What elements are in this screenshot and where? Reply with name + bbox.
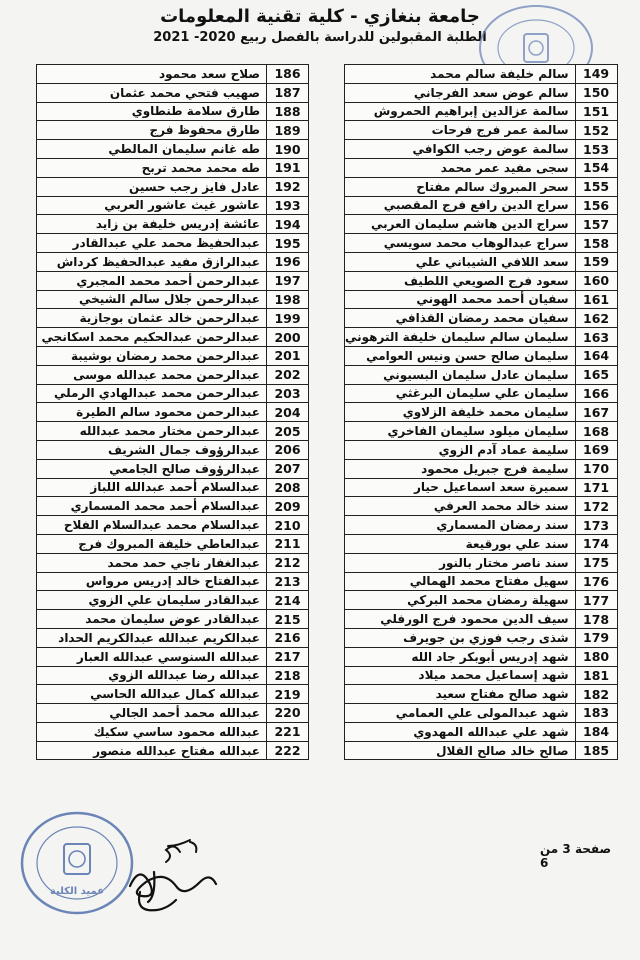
student-name: شذى رجب فوزي بن جويرف: [345, 628, 576, 647]
row-number: 209: [267, 497, 309, 516]
row-number: 191: [267, 158, 309, 177]
table-row: [37, 309, 309, 328]
row-number: 210: [267, 516, 309, 535]
table-row: [345, 252, 618, 271]
row-number: 172: [575, 497, 617, 516]
student-name: عاشور غيث عاشور العربي: [37, 196, 267, 215]
row-number: 192: [267, 177, 309, 196]
row-number: 163: [575, 328, 617, 347]
page-subtitle: الطلبة المقبولين للدراسة بالفصل ربيع 2020- 2021: [153, 30, 487, 45]
student-name: عبدالغفار ناجي حمد محمد: [37, 553, 267, 572]
student-name: شهد عبدالمولى علي العمامي: [345, 704, 576, 723]
table-row: [345, 403, 618, 422]
student-name: عبدالرحمن عبدالحكيم محمد اسكانجي: [37, 328, 267, 347]
students-table-left: [36, 64, 309, 760]
row-number: 204: [267, 403, 309, 422]
student-name: عبدالرحمن محمد رمضان بوشيبة: [37, 346, 267, 365]
student-name: عائشة إدريس خليفة بن زايد: [37, 215, 267, 234]
table-row: [345, 666, 618, 685]
table-row: [37, 440, 309, 459]
row-number: 198: [267, 290, 309, 309]
student-name: عبدالفتاح خالد إدريس مرواس: [37, 572, 267, 591]
table-row: [345, 271, 618, 290]
student-name: شهد إسماعيل محمد ميلاد: [345, 666, 576, 685]
student-name: سالمة عمر فرج فرحات: [345, 121, 576, 140]
student-name: عبدالله محمد أحمد الجالي: [37, 704, 267, 723]
student-name: سراج الدين رافع فرج المقصبي: [345, 196, 576, 215]
row-number: 186: [267, 65, 309, 84]
row-number: 206: [267, 440, 309, 459]
row-number: 150: [575, 83, 617, 102]
student-name: سفيان أحمد محمد الهوني: [345, 290, 576, 309]
table-row: [345, 534, 618, 553]
student-name: عبدالله محمود ساسي سكيك: [37, 722, 267, 741]
table-row: [345, 591, 618, 610]
student-name: طارق محفوظ فرج: [37, 121, 267, 140]
table-row: [37, 741, 309, 760]
student-name: سعود فرج الصويعي اللطيف: [345, 271, 576, 290]
student-name: عبدالرحمن محمد عبدالهادي الرملي: [37, 384, 267, 403]
student-name: سليمة فرج جبريل محمود: [345, 459, 576, 478]
row-number: 214: [267, 591, 309, 610]
row-number: 162: [575, 309, 617, 328]
student-name: عبدالله السنوسي عبدالله العبار: [37, 647, 267, 666]
row-number: 185: [575, 741, 617, 760]
student-name: عبدالرازق مفيد عبدالحفيظ كرداش: [37, 252, 267, 271]
table-row: [345, 290, 618, 309]
row-number: 156: [575, 196, 617, 215]
row-number: 168: [575, 422, 617, 441]
table-row: [345, 478, 618, 497]
student-name: عبدالرحمن أحمد محمد المجبري: [37, 271, 267, 290]
row-number: 182: [575, 685, 617, 704]
student-name: سحر المبروك سالم مفتاح: [345, 177, 576, 196]
table-row: [345, 516, 618, 535]
row-number: 157: [575, 215, 617, 234]
row-number: 174: [575, 534, 617, 553]
table-row: [37, 177, 309, 196]
table-row: [37, 610, 309, 629]
table-row: [345, 459, 618, 478]
row-number: 175: [575, 553, 617, 572]
student-name: سعد اللافي الشيباني علي: [345, 252, 576, 271]
table-row: [37, 140, 309, 159]
table-row: [345, 365, 618, 384]
table-row: [345, 384, 618, 403]
student-name: عبدالكريم عبدالله عبدالكريم الحداد: [37, 628, 267, 647]
row-number: 178: [575, 610, 617, 629]
student-name: شهد إدريس أبوبكر جاد الله: [345, 647, 576, 666]
student-name: سالم خليفة سالم محمد: [345, 65, 576, 84]
table-row: [37, 384, 309, 403]
student-name: سليمان علي سليمان البرغثي: [345, 384, 576, 403]
table-row: [345, 647, 618, 666]
student-name: عبدالقادر سليمان علي الزوي: [37, 591, 267, 610]
student-name: عبدالسلام محمد عبدالسلام الفلاح: [37, 516, 267, 535]
table-row: [345, 158, 618, 177]
row-number: 195: [267, 234, 309, 253]
row-number: 211: [267, 534, 309, 553]
table-row: [345, 140, 618, 159]
student-name: صهيب فتحي محمد عثمان: [37, 83, 267, 102]
table-row: [37, 196, 309, 215]
row-number: 149: [575, 65, 617, 84]
row-number: 219: [267, 685, 309, 704]
table-row: [345, 83, 618, 102]
table-row: [37, 497, 309, 516]
table-row: [37, 685, 309, 704]
table-row: [37, 252, 309, 271]
table-row: [37, 516, 309, 535]
table-row: [37, 65, 309, 84]
table-row: [345, 65, 618, 84]
table-row: [37, 591, 309, 610]
row-number: 202: [267, 365, 309, 384]
row-number: 207: [267, 459, 309, 478]
table-row: [37, 346, 309, 365]
row-number: 190: [267, 140, 309, 159]
student-name: عبدالرحمن خالد عثمان بوجازية: [37, 309, 267, 328]
student-name: سند رمضان المسماري: [345, 516, 576, 535]
table-row: [345, 741, 618, 760]
row-number: 200: [267, 328, 309, 347]
table-row: [37, 158, 309, 177]
row-number: 217: [267, 647, 309, 666]
signature: [110, 832, 220, 922]
student-name: شهد علي عبدالله المهدوي: [345, 722, 576, 741]
student-name: سند ناصر مختار بالنور: [345, 553, 576, 572]
table-row: [37, 459, 309, 478]
table-row: [37, 666, 309, 685]
student-name: سالمة عزالدين إبراهيم الحمروش: [345, 102, 576, 121]
row-number: 208: [267, 478, 309, 497]
table-row: [37, 628, 309, 647]
table-row: [37, 83, 309, 102]
student-name: عبدالحفيظ محمد علي عبدالقادر: [37, 234, 267, 253]
row-number: 159: [575, 252, 617, 271]
row-number: 197: [267, 271, 309, 290]
table-row: [345, 177, 618, 196]
student-name: عبدالرؤوف جمال الشريف: [37, 440, 267, 459]
student-name: سليمة عماد آدم الزوي: [345, 440, 576, 459]
student-name: عبدالقادر عوض سليمان محمد: [37, 610, 267, 629]
table-row: [345, 722, 618, 741]
row-number: 187: [267, 83, 309, 102]
student-name: سليمان محمد خليفة الزلاوي: [345, 403, 576, 422]
row-number: 180: [575, 647, 617, 666]
row-number: 216: [267, 628, 309, 647]
table-row: [345, 440, 618, 459]
table-row: [37, 403, 309, 422]
row-number: 203: [267, 384, 309, 403]
row-number: 189: [267, 121, 309, 140]
row-number: 220: [267, 704, 309, 723]
student-name: طارق سلامة طنطاوي: [37, 102, 267, 121]
table-row: [345, 346, 618, 365]
student-name: صلاح سعد محمود: [37, 65, 267, 84]
row-number: 194: [267, 215, 309, 234]
student-name: عبدالرؤوف صالح الجامعي: [37, 459, 267, 478]
student-name: عبدالعاطي خليفة المبروك فرج: [37, 534, 267, 553]
student-name: سليمان عادل سليمان البسيوني: [345, 365, 576, 384]
student-name: سالمة عوض رجب الكوافي: [345, 140, 576, 159]
row-number: 152: [575, 121, 617, 140]
table-row: [345, 215, 618, 234]
row-number: 205: [267, 422, 309, 441]
student-name: عبدالرحمن مختار محمد عبدالله: [37, 422, 267, 441]
row-number: 171: [575, 478, 617, 497]
student-name: طه غانم سليمان المالطي: [37, 140, 267, 159]
row-number: 154: [575, 158, 617, 177]
student-name: عبدالسلام أحمد عبدالله اللباز: [37, 478, 267, 497]
student-name: سند خالد محمد العرفي: [345, 497, 576, 516]
row-number: 167: [575, 403, 617, 422]
table-row: [37, 328, 309, 347]
student-name: عبدالله كمال عبدالله الحاسي: [37, 685, 267, 704]
student-name: عبدالله مفتاح عبدالله منصور: [37, 741, 267, 760]
table-row: [345, 328, 618, 347]
table-row: [37, 534, 309, 553]
row-number: 184: [575, 722, 617, 741]
table-row: [37, 215, 309, 234]
row-number: 218: [267, 666, 309, 685]
row-number: 151: [575, 102, 617, 121]
table-row: [37, 478, 309, 497]
student-name: سفيان محمد رمضان القذافي: [345, 309, 576, 328]
table-row: [345, 685, 618, 704]
table-row: [37, 234, 309, 253]
stamp-caption: عميد الكلية: [49, 886, 105, 897]
table-row: [345, 102, 618, 121]
student-name: عبدالرحمن جلال سالم الشيخي: [37, 290, 267, 309]
row-number: 199: [267, 309, 309, 328]
student-name: طه محمد محمد تربح: [37, 158, 267, 177]
table-row: [37, 121, 309, 140]
table-row: [345, 572, 618, 591]
student-name: سراج الدين هاشم سليمان العربي: [345, 215, 576, 234]
table-row: [345, 196, 618, 215]
student-name: سميرة سعد اسماعيل حيار: [345, 478, 576, 497]
row-number: 193: [267, 196, 309, 215]
table-row: [37, 290, 309, 309]
table-row: [37, 365, 309, 384]
student-name: سند علي بورقيعة: [345, 534, 576, 553]
table-row: [345, 422, 618, 441]
table-row: [345, 309, 618, 328]
student-name: سجى مفيد عمر محمد: [345, 158, 576, 177]
row-number: 153: [575, 140, 617, 159]
table-row: [345, 234, 618, 253]
row-number: 181: [575, 666, 617, 685]
table-row: [37, 572, 309, 591]
student-name: سليمان صالح حسن ونيس العوامي: [345, 346, 576, 365]
table-row: [37, 271, 309, 290]
student-name: سيف الدين محمود فرج الورفلي: [345, 610, 576, 629]
row-number: 160: [575, 271, 617, 290]
row-number: 213: [267, 572, 309, 591]
table-row: [37, 553, 309, 572]
row-number: 215: [267, 610, 309, 629]
row-number: 173: [575, 516, 617, 535]
table-row: [345, 497, 618, 516]
student-name: عبدالرحمن محمود سالم الطيرة: [37, 403, 267, 422]
student-name: سليمان ميلود سليمان الفاخري: [345, 422, 576, 441]
row-number: 158: [575, 234, 617, 253]
student-name: عبدالله رضا عبدالله الزوي: [37, 666, 267, 685]
row-number: 212: [267, 553, 309, 572]
row-number: 222: [267, 741, 309, 760]
row-number: 221: [267, 722, 309, 741]
student-name: شهد صالح مفتاح سعيد: [345, 685, 576, 704]
table-row: [37, 422, 309, 441]
row-number: 169: [575, 440, 617, 459]
row-number: 170: [575, 459, 617, 478]
table-row: [37, 647, 309, 666]
student-name: سالم عوض سعد الفرجاني: [345, 83, 576, 102]
row-number: 155: [575, 177, 617, 196]
table-row: [345, 121, 618, 140]
row-number: 177: [575, 591, 617, 610]
page-title: جامعة بنغازي - كلية تقنية المعلومات: [160, 6, 480, 27]
student-name: سهيل مفتاح محمد الهمالي: [345, 572, 576, 591]
table-row: [345, 553, 618, 572]
row-number: 176: [575, 572, 617, 591]
row-number: 165: [575, 365, 617, 384]
table-row: [345, 610, 618, 629]
student-name: عادل فايز رجب حسين: [37, 177, 267, 196]
row-number: 188: [267, 102, 309, 121]
student-name: عبدالسلام أحمد محمد المسماري: [37, 497, 267, 516]
table-row: [37, 102, 309, 121]
students-table-right: [344, 64, 618, 760]
table-row: [37, 704, 309, 723]
page-number: صفحة 3 من 6: [540, 842, 612, 870]
row-number: 196: [267, 252, 309, 271]
row-number: 201: [267, 346, 309, 365]
row-number: 179: [575, 628, 617, 647]
table-row: [37, 722, 309, 741]
student-name: سليمان سالم سليمان خليفة الترهوني: [345, 328, 576, 347]
student-name: عبدالرحمن محمد عبدالله موسى: [37, 365, 267, 384]
row-number: 183: [575, 704, 617, 723]
table-row: [345, 704, 618, 723]
row-number: 164: [575, 346, 617, 365]
student-name: سهيلة رمضان محمد البركي: [345, 591, 576, 610]
row-number: 161: [575, 290, 617, 309]
table-row: [345, 628, 618, 647]
student-name: سراج عبدالوهاب محمد سويسي: [345, 234, 576, 253]
row-number: 166: [575, 384, 617, 403]
student-name: صالح خالد صالح القلال: [345, 741, 576, 760]
